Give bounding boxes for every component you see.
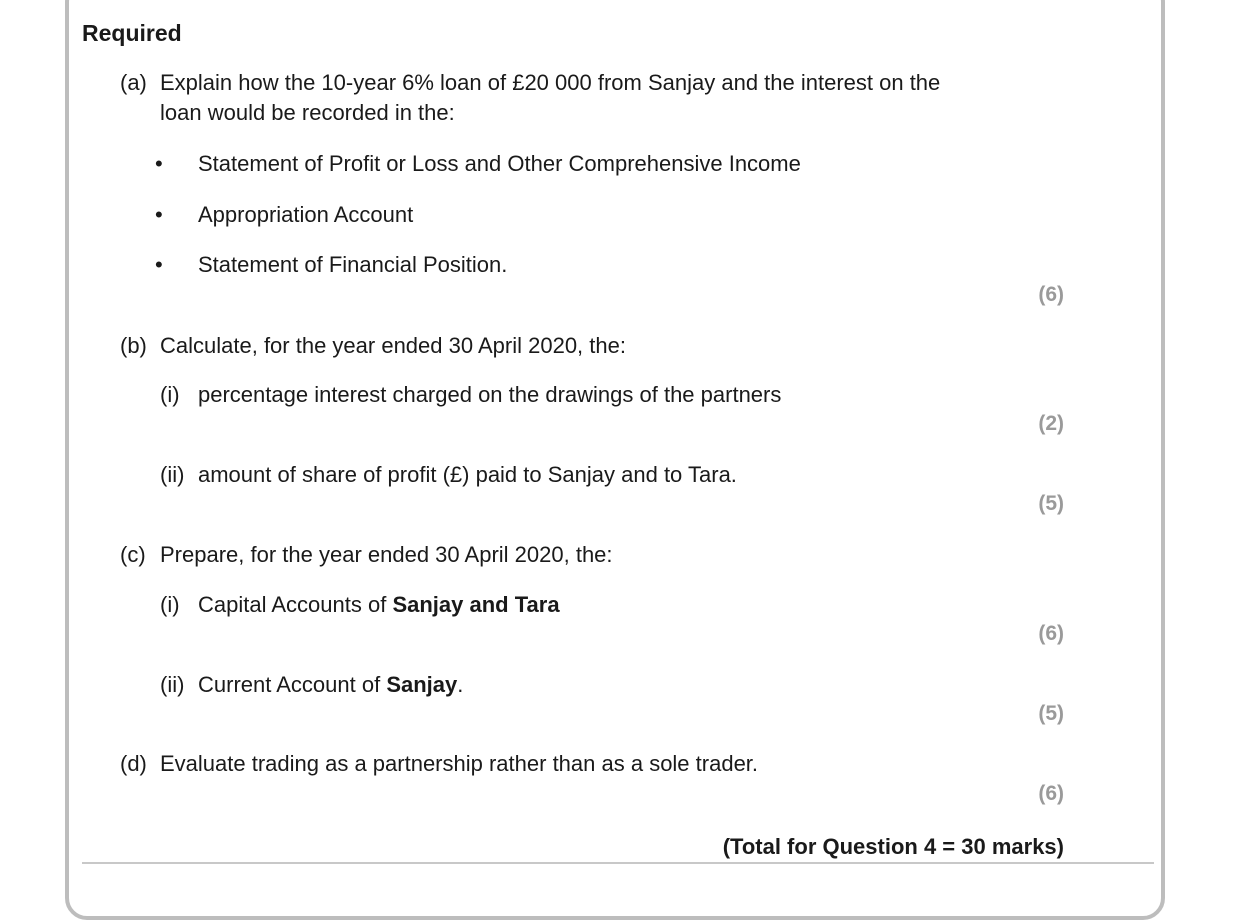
part-b-i-text: percentage interest charged on the drawings of the partners: [198, 382, 782, 407]
part-c-label: (c): [120, 542, 146, 567]
part-a-bullet-2: Appropriation Account: [198, 202, 414, 227]
part-c-i-text: Capital Accounts of: [198, 592, 393, 617]
question-total: (Total for Question 4 = 30 marks): [722, 834, 1064, 859]
part-c-ii-end: .: [457, 672, 464, 697]
part-b-text: Calculate, for the year ended 30 April 2020, the:: [160, 333, 626, 358]
bottom-divider: [82, 862, 1154, 864]
part-c-i-marks: (6): [1038, 622, 1064, 645]
part-c-ii-line: [198, 670, 463, 700]
part-a-marks: (6): [1038, 283, 1064, 306]
part-d-text: Evaluate trading as a partnership rather than as a sole trader.: [160, 751, 759, 776]
part-b-i-label: (i): [160, 382, 180, 407]
part-b-ii-text: amount of share of profit (£) paid to Sanjay and to Tara.: [198, 462, 737, 487]
part-c-i-bold: Sanjay and Tara: [392, 592, 560, 617]
bullet-icon: •: [155, 252, 163, 277]
part-c-i-line: [198, 590, 560, 620]
part-b-i-marks: (2): [1038, 412, 1064, 435]
part-c-ii-text: Current Account of: [198, 672, 387, 697]
part-a-label: (a): [120, 70, 147, 95]
part-a-bullet-1: Statement of Profit or Loss and Other Comprehensive Income: [198, 151, 801, 176]
bullet-icon: •: [155, 202, 163, 227]
part-d-label: (d): [120, 751, 147, 776]
part-a-bullet-3: Statement of Financial Position.: [198, 252, 508, 277]
part-b-label: (b): [120, 333, 147, 358]
section-heading: Required: [82, 20, 182, 46]
part-c-ii-label: (ii): [160, 672, 185, 697]
part-a-line1: Explain how the 10-year 6% loan of £20 000 from Sanjay and the interest on the: [160, 70, 941, 95]
part-c-ii-marks: (5): [1038, 702, 1064, 725]
part-d-marks: (6): [1038, 782, 1064, 805]
part-b-ii-label: (ii): [160, 462, 185, 487]
part-c-i-label: (i): [160, 592, 180, 617]
part-b-ii-marks: (5): [1038, 492, 1064, 515]
part-c-ii-bold: Sanjay: [386, 672, 458, 697]
bullet-icon: •: [155, 151, 163, 176]
part-c-text: Prepare, for the year ended 30 April 2020, the:: [160, 542, 613, 567]
part-a-line2: loan would be recorded in the:: [160, 100, 455, 125]
